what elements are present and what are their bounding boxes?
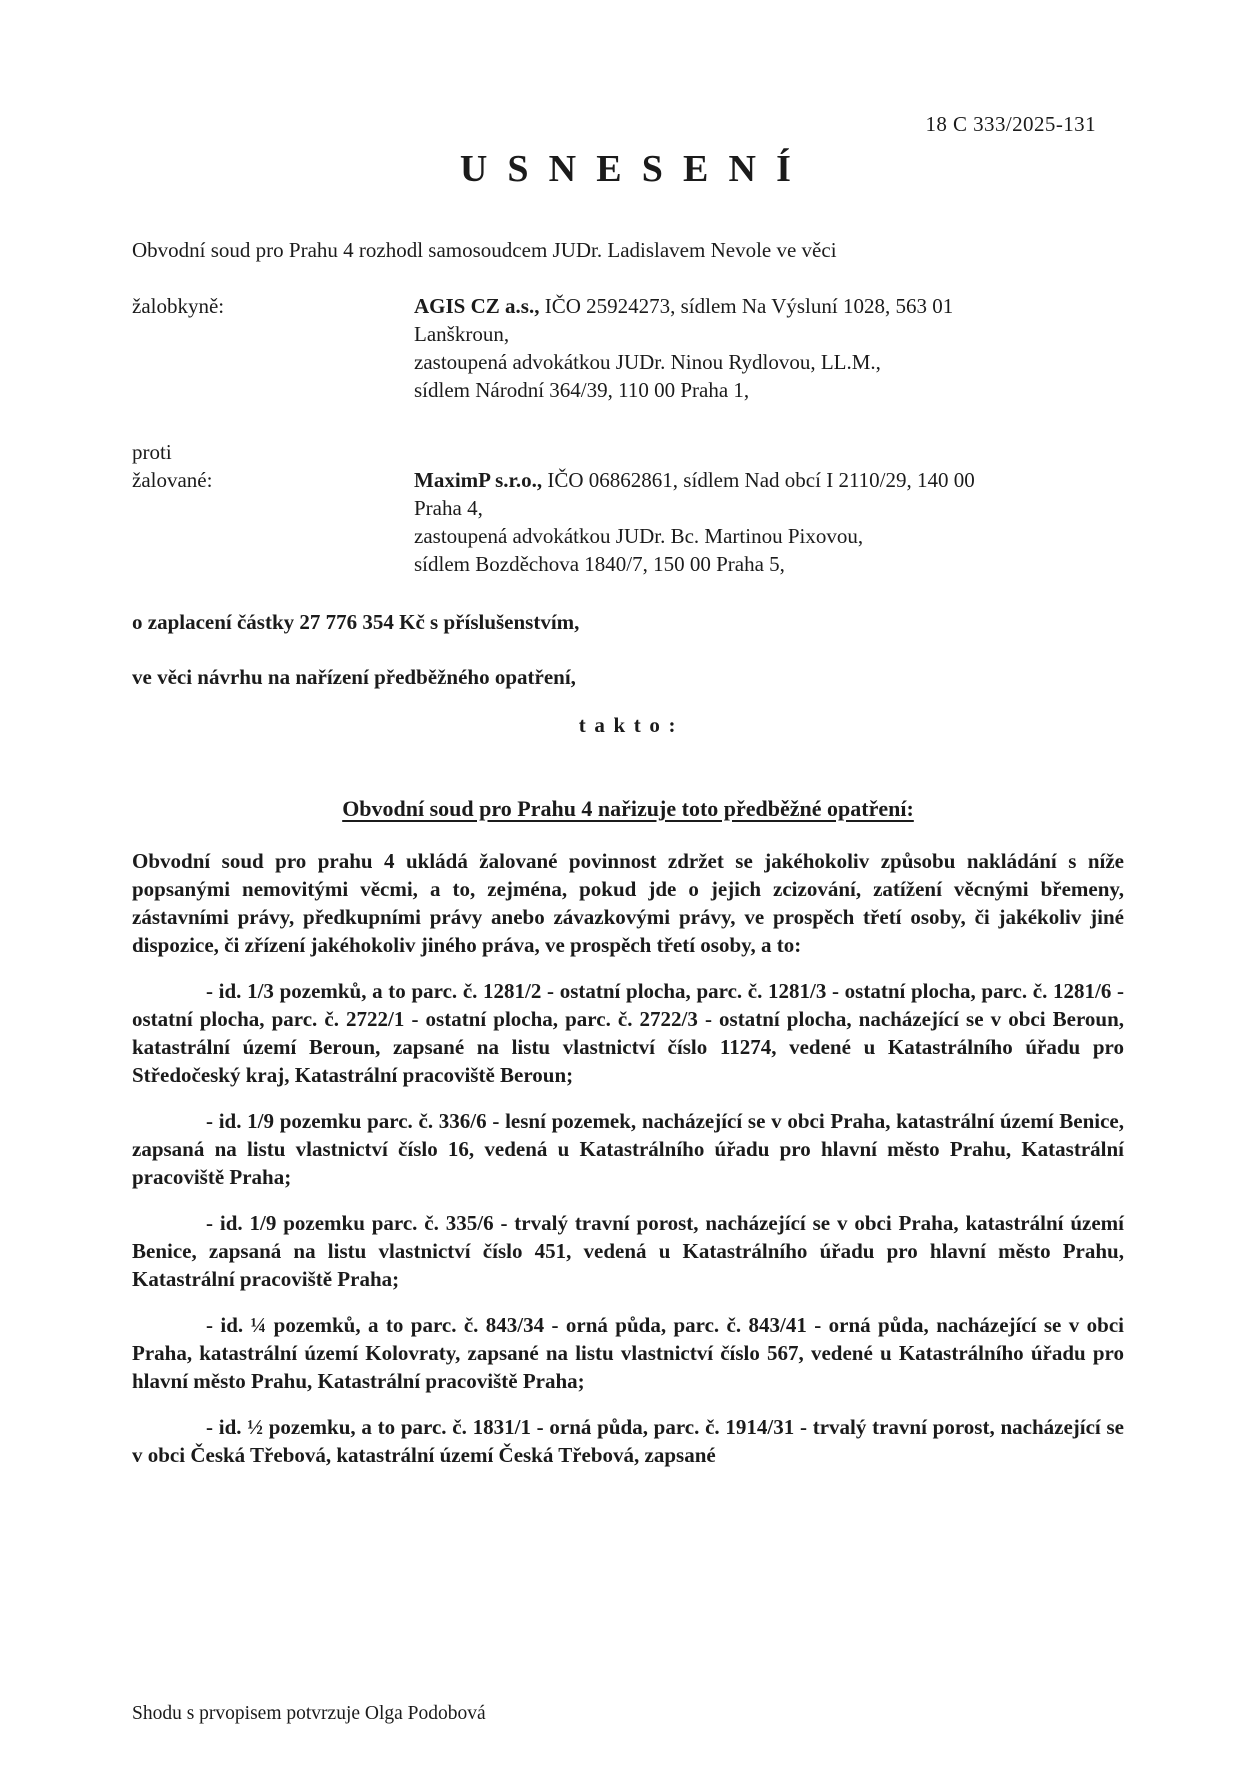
defendant-label: žalované: [132,468,213,492]
plaintiff-details [414,292,1124,404]
defendant-ids: IČO 06862861, sídlem Nad obcí I 2110/29, 140 00 [542,468,975,492]
plaintiff-line-4: sídlem Národní 364/39, 110 00 Praha 1, [414,378,750,402]
plaintiff-ids: IČO 25924273, sídlem Na Výsluní 1028, 563 01 [539,294,954,318]
subject-line: o zaplacení částky 27 776 354 Kč s příslušenstvím, [132,610,580,634]
plaintiff-name: AGIS CZ a.s., [414,294,540,318]
defendant-line-2: Praha 4, [414,496,483,520]
takto-line: t a k t o : [578,713,678,737]
document-title: U S N E S E N Í [459,148,797,190]
property-item-2: - id. 1/9 pozemku parc. č. 336/6 - lesní pozemek, nacházející se v obci Praha, katastrální území Benice, zapsaná na listu vlastnictví číslo 16, vedená u Katastrálního úřadu pro hlavní město Prahu, Katastrální pracoviště Praha; [132,1109,1124,1189]
property-item-3: - id. 1/9 pozemku parc. č. 335/6 - trvalý travní porost, nacházející se v obci Praha, katastrální území Benice, zapsaná na listu vlastnictví číslo 451, vedená u Katastrálního úřadu pro hlavní město Prahu, Katastrální pracoviště Praha; [132,1211,1124,1291]
motion-line: ve věci návrhu na nařízení předběžného opatření, [132,665,576,689]
certification-footer: Shodu s prvopisem potvrzuje Olga Podobová [132,1703,486,1724]
plaintiff-line-2: Lanškroun, [414,322,510,346]
plaintiff-line-1 [414,292,1124,320]
plaintiff-section [132,292,1124,404]
plaintiff-line-3: zastoupená advokátkou JUDr. Ninou Rydlovou, LL.M., [414,350,881,374]
defendant-section [132,466,1124,578]
defendant-line-1 [414,466,1124,494]
property-item-5: - id. ½ pozemku, a to parc. č. 1831/1 - orná půda, parc. č. 1914/31 - trvalý travní porost, nacházející se v obci Česká Třebová, katastrální území Česká Třebová, zapsané [132,1415,1124,1467]
property-item-4: - id. ¼ pozemků, a to parc. č. 843/34 - orná půda, parc. č. 843/41 - orná půda, nacházející se v obci Praha, katastrální území Kolovraty, zapsané na listu vlastnictví číslo 567, vedené u Katastrálního úřadu pro hlavní město Prahu, Katastrální pracoviště Praha; [132,1313,1124,1393]
versus-line: proti [132,440,172,464]
defendant-name: MaximP s.r.o., [414,468,543,492]
case-number: 18 C 333/2025-131 [925,112,1096,136]
defendant-line-3: zastoupená advokátkou JUDr. Bc. Martinou Pixovou, [414,524,864,548]
ruling-paragraph: Obvodní soud pro prahu 4 ukládá žalované povinnost zdržet se jakéhokoliv způsobu nakládání s níže popsanými nemovitými věcmi, a to, zejména, pokud jde o jejich zcizování, zatížení věcnými břemeny, zástavními právy, předkupními právy anebo závazkovými právy, ve prospěch třetí osoby, či jakékoliv jiné dispozice, či zřízení jakéhokoliv jiného práva, ve prospěch třetí osoby, a to: [132,849,1124,957]
plaintiff-label: žalobkyně: [132,294,225,318]
defendant-line-4: sídlem Bozděchova 1840/7, 150 00 Praha 5, [414,552,785,576]
property-item-1: - id. 1/3 pozemků, a to parc. č. 1281/2 - ostatní plocha, parc. č. 1281/3 - ostatní plocha, parc. č. 1281/6 - ostatní plocha, parc. č. 2722/1 - ostatní plocha, parc. č. 2722/3 - ostatní plocha, nacházející se v obci Beroun, katastrální území Beroun, zapsané na listu vlastnictví číslo 11274, vedené u Katastrálního úřadu pro Středočeský kraj, Katastrální pracoviště Beroun; [132,979,1124,1087]
ruling-heading: Obvodní soud pro Prahu 4 nařizuje toto předběžné opatření: [342,796,914,821]
intro-line: Obvodní soud pro Prahu 4 rozhodl samosoudcem JUDr. Ladislavem Nevole ve věci [132,238,837,262]
defendant-details [414,466,1124,578]
